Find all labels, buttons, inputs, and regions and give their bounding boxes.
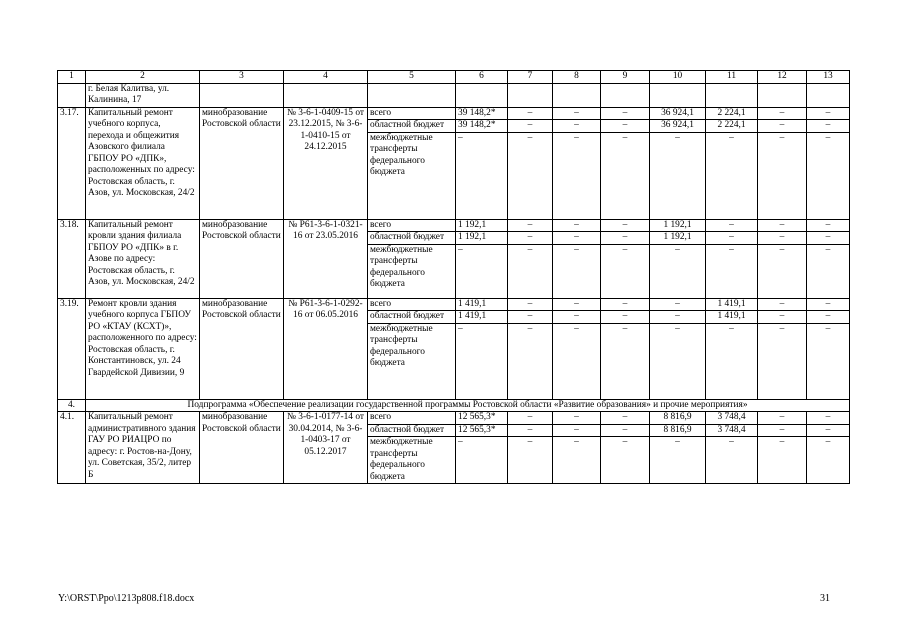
amount-cell: – [650,323,706,399]
col-num: 13 [807,71,850,84]
amount-cell: – [650,298,706,311]
col-num: 9 [601,71,650,84]
funding-source: всего [368,412,456,425]
amount-cell: 36 924,1 [650,107,706,120]
amount-cell: 1 419,1 [706,311,758,324]
amount-cell: – [601,298,650,311]
amount-cell: – [706,232,758,245]
amount-cell: – [758,323,807,399]
continuation-row [58,83,850,107]
amount-cell: 2 224,1 [706,120,758,133]
amount-cell: – [553,437,601,484]
amount-cell: – [508,311,553,324]
amount-cell: – [456,132,508,219]
amount-cell: – [706,219,758,232]
item-number: 4.1. [58,412,86,484]
amount-cell: 36 924,1 [650,120,706,133]
funding-source: межбюджетные трансферты федерального бюджета [368,437,456,484]
amount-cell: – [706,437,758,484]
executor: минобразование Ростовской области [200,298,284,399]
contract-number: № 3-6-1-0409-15 от 23.12.2015, № 3-6-1-0410-15 от 24.12.2015 [284,107,368,219]
col-num: 2 [86,71,200,84]
object-name: Ремонт кровли здания учебного корпуса ГБПОУ РО «КТАУ (КСХТ)», расположенного по адресу: Ростовская область, г. Константиновск, ул. 24 Гвардейской Дивизии, 9 [86,298,200,399]
amount-cell: 3 748,4 [706,424,758,437]
amount-cell: – [758,107,807,120]
col-num: 3 [200,71,284,84]
amount-cell: – [758,298,807,311]
funding-source: всего [368,219,456,232]
amount-cell: – [508,323,553,399]
amount-cell: – [553,424,601,437]
amount-cell: – [650,311,706,324]
amount-cell: – [508,424,553,437]
amount-cell: – [601,120,650,133]
item-number: 3.17. [58,107,86,219]
amount-cell: – [650,437,706,484]
funding-source: всего [368,298,456,311]
amount-cell: – [601,437,650,484]
program-table [57,70,850,484]
contract-number: № 3-6-1-0177-14 от 30.04.2014, № 3-6-1-0403-17 от 05.12.2017 [284,412,368,484]
amount-cell: – [807,412,850,425]
amount-cell: 2 224,1 [706,107,758,120]
item-number: 3.19. [58,298,86,399]
col-num: 4 [284,71,368,84]
amount-cell: – [553,323,601,399]
amount-cell: – [601,232,650,245]
amount-cell: – [758,219,807,232]
col-num: 5 [368,71,456,84]
amount-cell: – [508,412,553,425]
amount-cell: 1 419,1 [706,298,758,311]
amount-cell: – [508,437,553,484]
amount-cell: – [456,437,508,484]
amount-cell: – [758,311,807,324]
funding-source: областной бюджет [368,232,456,245]
amount-cell: – [807,120,850,133]
amount-cell: – [601,219,650,232]
amount-cell: 39 148,2* [456,120,508,133]
executor: минобразование Ростовской области [200,412,284,484]
amount-cell: – [553,107,601,120]
contract-number: № Р61-3-6-1-0321-16 от 23.05.2016 [284,219,368,298]
amount-cell: 1 192,1 [456,232,508,245]
amount-cell: – [508,232,553,245]
amount-cell: – [807,437,850,484]
table-row [58,298,850,311]
subprogram-title: Подпрограмма «Обеспечение реализации государственной программы Ростовской области «Развитие образования» и прочие мероприятия» [86,399,850,412]
executor: минобразование Ростовской области [200,107,284,219]
amount-cell: – [807,232,850,245]
amount-cell: – [553,298,601,311]
amount-cell: – [650,244,706,298]
amount-cell: – [758,132,807,219]
amount-cell: – [807,311,850,324]
file-path: Y:\ORST\Ppo\1213p808.f18.docx [58,593,195,604]
amount-cell: – [758,120,807,133]
object-name: Капитальный ремонт административного здания ГАУ РО РИАЦРО по адресу: г. Ростов-на-Дону, ул. Советская, 35/2, литер Б [86,412,200,484]
column-number-row [58,71,850,84]
table-row [58,107,850,120]
col-num: 11 [706,71,758,84]
object-name: Капитальный ремонт кровли здания филиала ГБПОУ РО «ДПК» в г. Азове по адресу: Ростовская область, г. Азов, ул. Московская, 24/2 [86,219,200,298]
amount-cell: – [601,244,650,298]
amount-cell: – [758,437,807,484]
funding-source: межбюджетные трансферты федерального бюджета [368,132,456,219]
amount-cell: 1 192,1 [650,219,706,232]
amount-cell: – [807,298,850,311]
table-row [58,412,850,425]
amount-cell: – [553,132,601,219]
amount-cell: – [758,244,807,298]
amount-cell: 1 192,1 [456,219,508,232]
col-num: 7 [508,71,553,84]
amount-cell: – [601,311,650,324]
amount-cell: – [758,424,807,437]
amount-cell: – [508,219,553,232]
amount-cell: 12 565,3* [456,412,508,425]
item-number: 3.18. [58,219,86,298]
amount-cell: – [758,232,807,245]
amount-cell: – [508,298,553,311]
funding-source: областной бюджет [368,424,456,437]
amount-cell: – [553,244,601,298]
amount-cell: – [508,120,553,133]
amount-cell: – [601,107,650,120]
amount-cell: – [553,120,601,133]
amount-cell: – [508,107,553,120]
amount-cell: 8 816,9 [650,412,706,425]
amount-cell: 1 419,1 [456,311,508,324]
amount-cell: – [650,132,706,219]
amount-cell: 1 419,1 [456,298,508,311]
col-num: 12 [758,71,807,84]
amount-cell: – [553,412,601,425]
funding-source: межбюджетные трансферты федерального бюджета [368,244,456,298]
subprogram-number: 4. [58,399,86,412]
object-name: Капитальный ремонт учебного корпуса, перехода и общежития Азовского филиала ГБПОУ РО «ДПК», расположенных по адресу: Ростовская область, г. Азов, ул. Московская, 24/2 [86,107,200,219]
amount-cell: – [601,412,650,425]
subprogram-row [58,399,850,412]
object-name: г. Белая Калитва, ул. Калинина, 17 [86,83,200,107]
funding-source: областной бюджет [368,311,456,324]
page-number: 31 [820,593,830,604]
amount-cell: – [807,244,850,298]
amount-cell: – [807,132,850,219]
amount-cell: – [508,244,553,298]
amount-cell: – [601,323,650,399]
amount-cell: 1 192,1 [650,232,706,245]
table-row [58,219,850,232]
amount-cell: – [601,132,650,219]
amount-cell: – [553,311,601,324]
amount-cell: – [807,323,850,399]
amount-cell: – [456,244,508,298]
amount-cell: – [508,132,553,219]
amount-cell: 3 748,4 [706,412,758,425]
funding-source: всего [368,107,456,120]
funding-source: межбюджетные трансферты федерального бюджета [368,323,456,399]
amount-cell: – [553,232,601,245]
col-num: 8 [553,71,601,84]
col-num: 10 [650,71,706,84]
amount-cell: – [807,219,850,232]
amount-cell: – [706,132,758,219]
contract-number: № Р61-3-6-1-0292-16 от 06.05.2016 [284,298,368,399]
amount-cell: – [706,323,758,399]
amount-cell: – [706,244,758,298]
funding-source: областной бюджет [368,120,456,133]
amount-cell: – [807,424,850,437]
col-num: 6 [456,71,508,84]
amount-cell: 8 816,9 [650,424,706,437]
col-num: 1 [58,71,86,84]
amount-cell: 39 148,2* [456,107,508,120]
amount-cell: – [807,107,850,120]
amount-cell: – [456,323,508,399]
amount-cell: – [601,424,650,437]
amount-cell: – [553,219,601,232]
executor: минобразование Ростовской области [200,219,284,298]
amount-cell: 12 565,3* [456,424,508,437]
amount-cell: – [758,412,807,425]
